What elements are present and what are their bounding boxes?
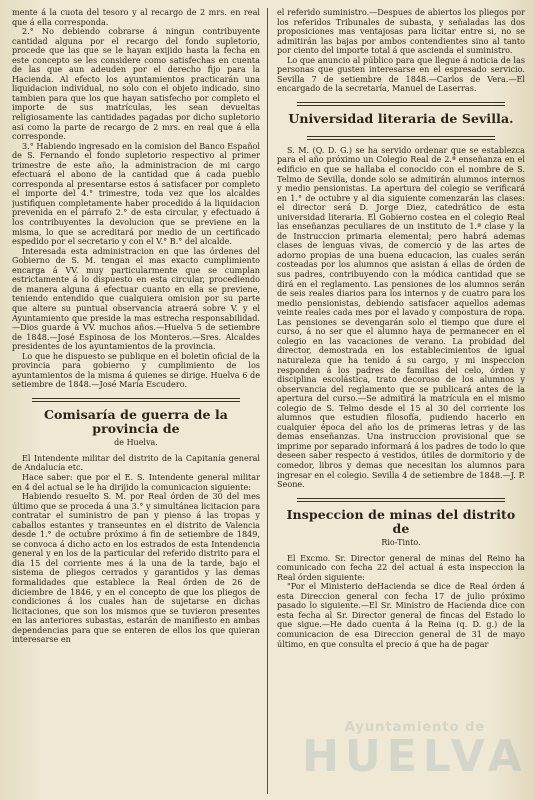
section-title-minas: Inspeccion de minas del distrito de bbox=[286, 506, 516, 536]
section-divider bbox=[307, 136, 495, 140]
paragraph: Hace saber: que por el E. S. Intendente general militar en 4 del actual se le ha dirijido la comunicacion siguiente: bbox=[12, 471, 261, 492]
paragraph: Habiendo resuelto S. M. por Real órden de 30 del mes último que se proceda á una 3.° y simultánea licitacion para contratar el suministro de pan y pienso á las tropas y caballos estantes y transeuntes en el distrito de Valencia desde 1.° de octubre próximo á fin de setiembre de 1849, se convoca á dicho acto en los estrados de esta Intendencia general y en los de la particular del referido distrito para el dia 15 del corriente mes á la una de la tarde, bajo el sistema de pliegos cerrados y garantidos y las demas formalidades que establece la Real órden de 26 de diciembre de 1846, y en el concepto de que los pliegos de condiciones á los cuales han de sujetarse en dichas licitaciones, que son los mismos que se tuvieron presentes en las anteriores subastas, estarán de manifiesto en ambas dependencias para que se enteren de ellos los que quieran interesarse en bbox=[12, 491, 261, 645]
paragraph: 2.° No debiendo cobrarse á ningun contribuyente cantidad alguna por el recargo del fondo supletorio, procede que las que se le hayan exijido hasta la fecha en este concepto se les considere como satisfechas en cuenta de las que aun adeuden por el derecho fijo para la Hacienda. Al efecto los ayuntamientos practicarán una liquidacion individual, no solo con el objeto indicado, sino tambien para que los que hayan satisfecho por completo el importe de sus matrículas, les sean devueltas religiosamente las cantidades pagadas por dicho supletorio asi como la parte de recargo de 2 mrs. en real que á ella corresponde. bbox=[12, 26, 261, 142]
paragraph: el referido suministro.—Despues de abiertos los pliegos por los referidos Tribunales de subasta, y señaladas las dos proposiciones mas ventajosas para licitar entre si, no se admitirán las bajas por ambos contendientes sino al tanto por ciento del importe total á que ascienda el suministro. bbox=[276, 8, 525, 56]
section-divider bbox=[297, 498, 505, 502]
paragraph: 3.° Habiendo ingresado en la comision del Banco Español de S. Fernando el fondo supletorio respectivo al primer trimestre de este año, la administracion de mi cargo efectuará el abono de la cantidad que á cada pueblo corresponda al presentarse estos á satisfacer por completo el importe del 4.° trimestre, toda vez que los alcaldes justifiquen completamente haber procedido á la liquidacion prevenida en el párrafo 2.° de esta circular, y efectuado á los contribuyentes la devolucion que se previene en la misma, lo que se acreditará por medio de un certificado espedido por el secretario y con el V.° B.° del alcalde. bbox=[12, 140, 261, 247]
section-subtitle-comisaria: de Huelva. bbox=[114, 437, 158, 447]
column-rule bbox=[267, 8, 268, 794]
left-column bbox=[12, 8, 266, 794]
paragraph: Lo que anuncio al público para que llegue á noticia de las personas que gusten interesarse en el espresado servicio. Sevilla 7 de setiembre de 1848.—Carlos de Vera.—El encargado de la secretaría, Manuel de Laserras. bbox=[276, 54, 525, 94]
archive-watermark bbox=[300, 720, 530, 782]
page-columns bbox=[12, 8, 525, 794]
section-divider bbox=[32, 398, 240, 402]
section-divider bbox=[297, 102, 505, 106]
paragraph: Lo que he dispuesto se publique en el boletin oficial de la provincia para gobierno y cumplimiento de los ayuntamientos de la misma á quienes se dirige. Huelva 6 de setiembre de 1848.—José María Escudero. bbox=[12, 350, 261, 390]
paragraph: mente á la cuota del tesoro y al recargo de 2 mrs. en real que á ella corresponda. bbox=[12, 8, 261, 27]
paragraph: "Por el Ministerio deHacienda se dice de Real órden á esta Direccion general con fecha 17 de julio próximo pasado lo siguiente.—El Sr. Ministro de Hacienda dice con esta fecha al Sr. Director general de fincas del Estado lo que sigue.—He dado cuenta á la Reina (q. D. g.) de la comunicacion de esa Direccion general de 31 de mayo último, en que consulta el precio á que ha de pagar bbox=[276, 581, 525, 649]
watermark-line1: Ayuntamiento de bbox=[344, 720, 486, 735]
paragraph: El Excmo. Sr. Director general de minas del Reino ha comunicado con fecha 22 del actual á esta inspeccion la Real órden siguiente: bbox=[276, 552, 525, 582]
paragraph: El Intendente militar del distrito de la Capitanía general de Andalucía etc. bbox=[12, 452, 261, 473]
paragraph: S. M. (Q. D. G.) se ha servido ordenar que se establezca para el año próximo un Colegio Real de 2.ª enseñanza en el edificio en que se hallaba el conocido con el nombre de S. Telmo de Sevilla, donde solo se admitirán alumnos internos y medio pensionistas. La apertura del colegio se verificará en 1.° de octubre y al dia siguiente comenzarán las clases: el director será D. Jorge Diez, catedrático de esta universidad literaria. El Gobierno costea en el colegio Real las enseñanzas peculiares de un instituto de 1.ª clase y la de Instruccion primaria elemental; pero habrá ademas clases de lenguas vivas, de comercio y de las artes de adorno propias de una buena educacion, las cuales serán costeadas por los alumnos que asistan á ellas de órden de sus padres, contribuyendo con la módica cantidad que se dirá en el reglamento. Las pensiones de los alumnos serán de seis reales diarios para los internos y de cuatro para los medio pensionistas, debiendo satisfacer aquellos ademas veinte reales cada mes por el lavado y compostura de ropa. Las pensiones se devengarán solo el tiempo que dure el curso, á no ser que el alumno haya de permanecer en el colegio en las vacaciones de verano. La probidad del director, demostrada en los establecimientos de igual naturaleza que ha tenido á su cargo, y mi inspeccion responden á los padres de familias del celo, órden y disciplina escolástica, trato decoroso de los alumnos y observancia del reglamento que se publicará antes de la apertura del curso.—Se admitirá la matrícula en el mismo colegio de S. Telmo desde el 15 al 30 del corriente los alumnos que estudien filosofía, pudiendo hacerlo en cualquier época del año los de primeras letras y de las demas enseñanzas. Una instruccion provisional que se imprime por separado informará á los padres de todo lo que deseen saber respecto á vestidos, útiles de dormitorio y de comedor, libros y demas que necesitan los alumnos para ingresar en el colegio. Sevilla 4 de setiembre de 1848.—J. P. Seone. bbox=[276, 144, 525, 490]
section-title-comisaria: Comisaría de guerra de la provincia de bbox=[43, 406, 229, 436]
section-subtitle-minas: Rio-Tinto. bbox=[381, 537, 421, 547]
section-title-universidad: Universidad literaria de Sevilla. bbox=[288, 110, 514, 126]
watermark-line2: HUELVA bbox=[302, 731, 528, 782]
right-column bbox=[269, 8, 525, 794]
paragraph: Interesada esta administracion en que las órdenes del Gobierno de S. M. tengan el mas exacto cumplimiento encarga á VV. muy particularmente que se cumplan estrictamente á lo dispuesto en esta circular, procediendo de manera alguna á efectuar cuanto en ella se previene, teniendo entendido que cualquiera omision por su parte que altere su puntual observancia atraerá sobre V. y el Ayuntamiento que preside la mas estrecha responsabilidad.—Dios guarde á VV. muchos años.—Huelva 5 de setiembre de 1848.—José Espinosa de los Monteros.—Sres. Alcaldes presidentes de los ayuntamientos de la provincia. bbox=[12, 245, 261, 352]
